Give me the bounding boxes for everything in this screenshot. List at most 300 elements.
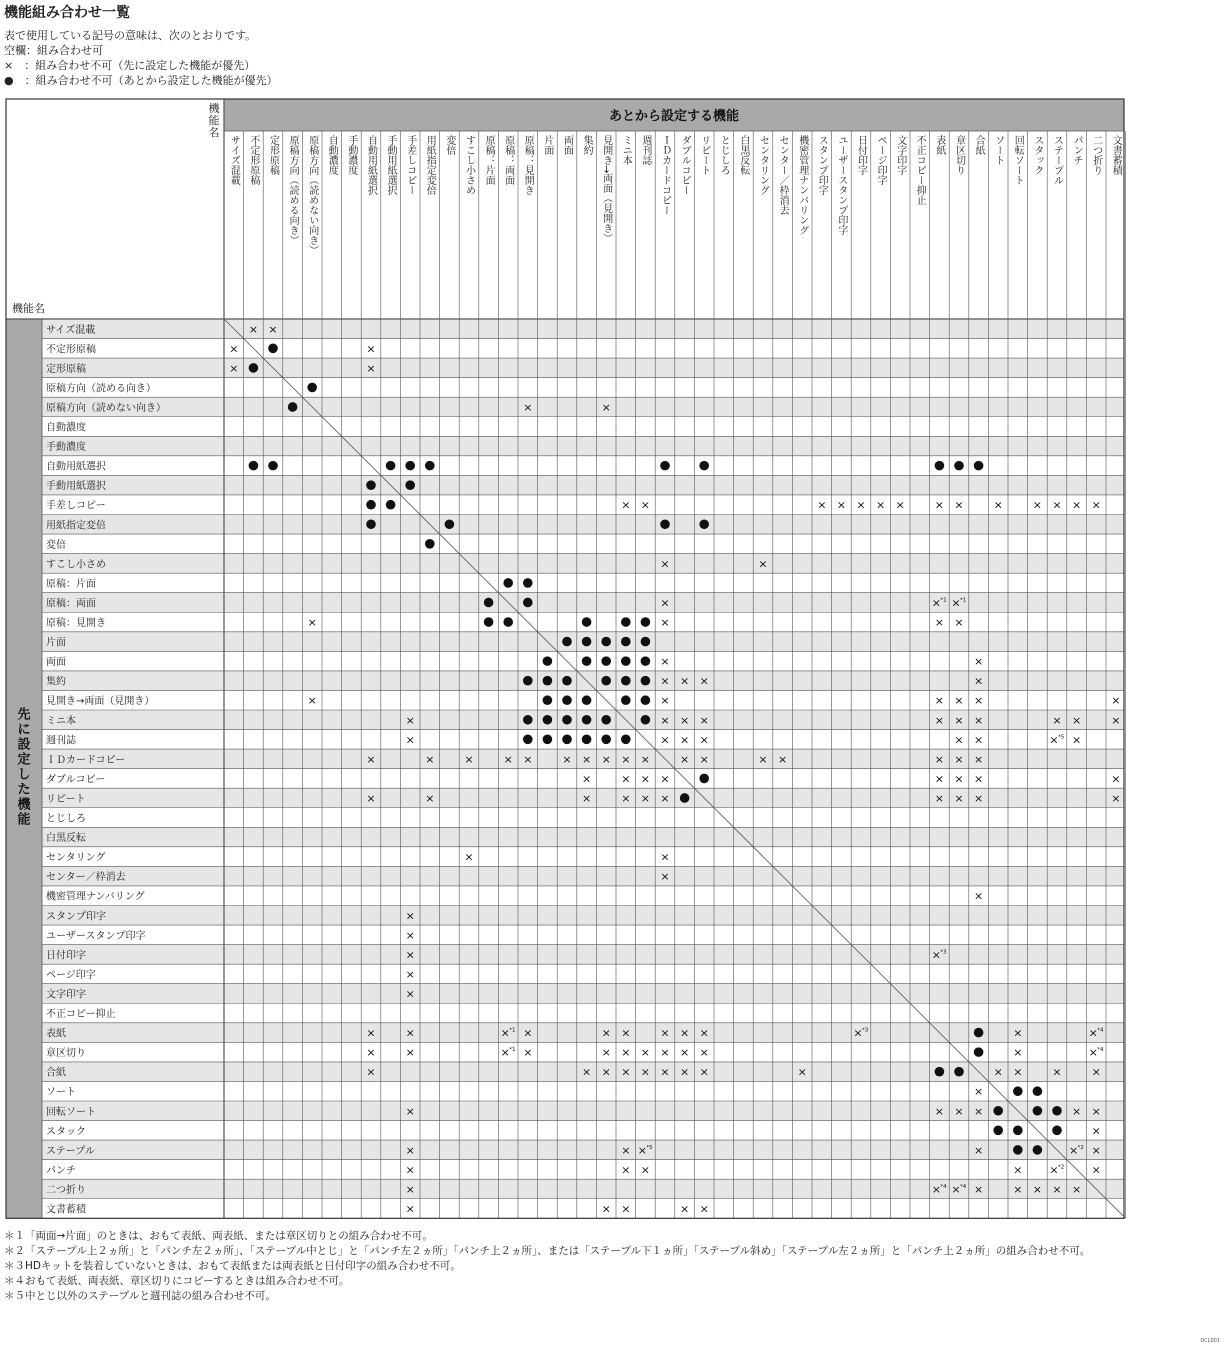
row-header: 定形原稿	[46, 363, 86, 375]
row-header: 回転ソート	[46, 1106, 96, 1118]
cell-cross: ×	[699, 674, 709, 688]
page-title: 機能組み合わせ一覧	[4, 5, 130, 21]
col-header: 片面	[541, 135, 553, 155]
cell-cross: ×	[934, 772, 945, 786]
cell-cross: ×	[954, 694, 964, 708]
col-header: ソート	[992, 135, 1004, 165]
cell-dot	[366, 519, 376, 529]
cell-cross: ×	[366, 361, 376, 375]
cell-cross: ×	[640, 772, 651, 786]
cell-cross: ×	[679, 733, 690, 747]
cell-cross: ×	[601, 400, 611, 414]
cell-cross: ×	[503, 752, 513, 766]
cell-cross: ×	[993, 498, 1003, 512]
row-header: スタック	[46, 1126, 86, 1138]
cell-note: *1	[509, 1027, 516, 1034]
cell-cross: ×	[679, 1202, 690, 1216]
cell-cross: ×	[954, 791, 964, 805]
cell-dot	[1033, 1106, 1043, 1116]
col-header: ダブルコピー	[679, 135, 691, 195]
cell-cross: ×	[366, 791, 376, 805]
cell-dot	[484, 617, 494, 627]
cell-cross: ×	[954, 616, 964, 630]
cell-cross: ×	[660, 596, 670, 610]
cell-cross: ×	[993, 1065, 1003, 1079]
cell-dot	[582, 656, 592, 666]
cell-cross: ×	[405, 733, 415, 747]
cell-cross: ×	[954, 772, 964, 786]
cell-cross: ×	[425, 752, 435, 766]
cell-dot	[954, 461, 964, 471]
footnote-5: ＊５中とじ以外のステープルと週刊誌の組み合わせ不可。	[4, 1290, 276, 1302]
row-stripe	[42, 827, 1124, 847]
cell-dot	[582, 695, 592, 705]
corner-label-top: 機能名	[208, 102, 220, 139]
col-header: 見開き→両面（見開き）	[600, 135, 612, 244]
col-header: 日付印字	[855, 135, 867, 175]
cell-cross: ×	[660, 557, 670, 571]
row-stripe	[42, 945, 1124, 965]
cell-cross: ×	[699, 1026, 709, 1040]
cell-cross: ×	[405, 1026, 415, 1040]
cell-dot	[562, 637, 572, 647]
cell-dot	[993, 1106, 1003, 1116]
cell-dot	[621, 617, 631, 627]
col-header: 白黒反転	[737, 135, 749, 175]
cell-cross: ×	[500, 1026, 510, 1040]
cell-cross: ×	[601, 1202, 611, 1216]
cell-cross: ×	[581, 772, 592, 786]
row-header: 日付印字	[46, 950, 86, 962]
cell-dot	[405, 480, 415, 490]
cell-cross: ×	[621, 1163, 631, 1177]
row-header: ＩＤカードコピー	[46, 754, 126, 766]
cell-note: *1	[509, 1047, 516, 1054]
cell-note: *5	[646, 1144, 653, 1151]
col-header: 自動用紙選択	[365, 135, 377, 195]
cell-cross: ×	[660, 1046, 670, 1060]
cell-cross: ×	[660, 655, 670, 669]
cell-cross: ×	[405, 1182, 415, 1196]
cell-dot	[641, 617, 651, 627]
cell-cross: ×	[1111, 772, 1121, 786]
cell-cross: ×	[366, 1026, 376, 1040]
row-stripe	[42, 984, 1124, 1004]
row-stripe	[42, 866, 1124, 886]
cell-cross: ×	[1091, 1065, 1101, 1079]
col-header: 自動濃度	[326, 135, 338, 175]
cell-dot	[523, 735, 533, 745]
cell-cross: ×	[853, 1026, 863, 1040]
cell-dot	[1013, 1126, 1023, 1136]
cell-cross: ×	[1013, 1046, 1023, 1060]
cell-dot	[503, 578, 513, 588]
cell-cross: ×	[679, 713, 690, 727]
row-stripe	[42, 319, 1124, 339]
cell-cross: ×	[660, 713, 670, 727]
cell-dot	[543, 695, 553, 705]
cell-cross: ×	[640, 752, 651, 766]
cell-dot	[641, 695, 651, 705]
cell-dot	[366, 480, 376, 490]
cell-cross: ×	[1013, 1026, 1023, 1040]
cell-cross: ×	[973, 655, 984, 669]
cell-cross: ×	[1091, 1104, 1101, 1118]
cell-cross: ×	[699, 733, 709, 747]
cell-cross: ×	[934, 1104, 945, 1118]
cell-cross: ×	[640, 1065, 651, 1079]
cell-cross: ×	[366, 1065, 376, 1079]
cell-cross: ×	[464, 752, 474, 766]
cell-dot	[974, 1028, 984, 1038]
cell-cross: ×	[366, 752, 376, 766]
cell-dot	[249, 461, 259, 471]
cell-cross: ×	[660, 733, 670, 747]
cell-dot	[405, 461, 415, 471]
cell-dot	[601, 735, 611, 745]
cell-dot	[366, 500, 376, 510]
cell-cross: ×	[621, 791, 631, 805]
row-header: 原稿方向（読める向き）	[46, 383, 156, 395]
cell-dot	[562, 715, 572, 725]
cell-dot	[699, 519, 709, 529]
cell-cross: ×	[934, 752, 945, 766]
cell-dot	[1033, 1086, 1043, 1096]
col-header: 不正コピー抑止	[914, 135, 926, 205]
cell-cross: ×	[931, 948, 942, 962]
cell-cross: ×	[621, 1143, 631, 1157]
cell-dot	[641, 637, 651, 647]
cell-cross: ×	[640, 498, 651, 512]
row-header: サイズ混載	[46, 324, 96, 336]
cell-cross: ×	[1111, 791, 1121, 805]
row-header: ページ印字	[46, 969, 96, 981]
col-header: 二つ折り	[1090, 135, 1102, 175]
cell-cross: ×	[931, 1182, 942, 1196]
row-stripe	[42, 1023, 1124, 1043]
cell-cross: ×	[621, 1026, 631, 1040]
cell-cross: ×	[1052, 1182, 1062, 1196]
col-header: 原稿：見開き	[522, 135, 534, 195]
cell-dot	[660, 461, 670, 471]
row-header: 集約	[46, 676, 66, 688]
legend-cross: × ：組み合わせ不可（先に設定した機能が優先）	[4, 59, 256, 72]
cell-cross: ×	[366, 342, 376, 356]
cell-dot	[582, 637, 592, 647]
cell-dot	[445, 519, 455, 529]
cell-dot	[621, 637, 631, 647]
cell-cross: ×	[973, 713, 984, 727]
cell-dot	[641, 715, 651, 725]
row-header: 手動用紙選択	[46, 481, 106, 493]
row-header: センタリング	[46, 852, 106, 864]
cell-cross: ×	[405, 1202, 415, 1216]
cell-cross: ×	[1091, 1163, 1101, 1177]
cell-cross: ×	[405, 967, 415, 981]
cell-dot	[249, 363, 259, 373]
cell-cross: ×	[934, 713, 945, 727]
cell-cross: ×	[934, 791, 945, 805]
cell-cross: ×	[229, 342, 239, 356]
cell-cross: ×	[425, 791, 435, 805]
col-header: 集約	[581, 135, 593, 155]
cell-cross: ×	[405, 1163, 415, 1177]
cell-cross: ×	[973, 1143, 984, 1157]
cell-cross: ×	[973, 1182, 984, 1196]
cell-note: *2	[1058, 1164, 1065, 1171]
cell-cross: ×	[954, 752, 964, 766]
cell-cross: ×	[601, 1065, 611, 1079]
cell-cross: ×	[1032, 498, 1043, 512]
col-header: サイズ混載	[228, 135, 240, 185]
cell-dot	[582, 715, 592, 725]
cell-cross: ×	[973, 752, 984, 766]
cell-dot	[1052, 1126, 1062, 1136]
cell-dot	[641, 656, 651, 666]
row-header: 二つ折り	[46, 1184, 86, 1196]
row-header: すこし小さめ	[46, 559, 106, 571]
row-header: 不定形原稿	[46, 344, 96, 356]
cell-dot	[601, 656, 611, 666]
cell-dot	[660, 519, 670, 529]
cell-cross: ×	[660, 616, 670, 630]
cell-dot	[562, 676, 572, 686]
row-header: 表紙	[46, 1028, 66, 1040]
cell-cross: ×	[973, 674, 984, 688]
cell-cross: ×	[660, 1065, 670, 1079]
col-header: ユーザースタンプ印字	[835, 135, 847, 235]
cell-note: *5	[1058, 734, 1065, 741]
col-header: 変倍	[443, 135, 455, 155]
cell-dot	[288, 402, 298, 412]
cell-cross: ×	[951, 596, 961, 610]
cell-dot	[523, 578, 533, 588]
footnotes	[4, 1229, 1090, 1304]
cell-cross: ×	[562, 752, 572, 766]
cell-cross: ×	[640, 791, 651, 805]
col-header: 文書蓄積	[1110, 135, 1122, 175]
cell-dot	[562, 735, 572, 745]
cell-cross: ×	[1088, 1026, 1098, 1040]
cell-cross: ×	[405, 713, 415, 727]
row-header: ユーザースタンプ印字	[46, 930, 146, 942]
row-stripe	[42, 358, 1124, 378]
col-header: スタック	[1031, 135, 1043, 175]
cell-dot	[1052, 1106, 1062, 1116]
cell-cross: ×	[405, 1143, 415, 1157]
row-stripe	[42, 475, 1124, 495]
row-header: 見開き→両面（見開き）	[46, 696, 155, 708]
cell-cross: ×	[1052, 1065, 1062, 1079]
cell-dot	[621, 735, 631, 745]
footnote-3: ＊３HDキットを装着していないときは、おもて表紙または両表紙と日付印字の組み合わせ不可。	[4, 1260, 461, 1272]
col-header: 原稿方向（読める向き）	[287, 135, 299, 245]
cell-cross: ×	[660, 791, 670, 805]
cell-cross: ×	[856, 498, 866, 512]
cell-cross: ×	[1111, 694, 1121, 708]
cell-cross: ×	[601, 752, 611, 766]
cell-cross: ×	[1071, 713, 1082, 727]
cell-dot	[621, 656, 631, 666]
cell-cross: ×	[1013, 1163, 1023, 1177]
cell-cross: ×	[931, 596, 942, 610]
cell-dot	[1013, 1145, 1023, 1155]
legend-dot: ● ：組み合わせ不可（あとから設定した機能が優先）	[4, 74, 278, 87]
cell-cross: ×	[229, 361, 239, 375]
row-header: 自動濃度	[46, 422, 86, 434]
col-header: とじしろ	[718, 135, 730, 175]
col-header: 回転ソート	[1012, 135, 1024, 185]
cell-cross: ×	[581, 791, 592, 805]
cell-cross: ×	[581, 752, 592, 766]
cell-cross: ×	[973, 889, 984, 903]
cell-cross: ×	[581, 1065, 592, 1079]
row-stripe	[42, 554, 1124, 574]
cell-cross: ×	[699, 1202, 709, 1216]
col-group-label: あとから設定する機能	[608, 109, 740, 124]
cell-cross: ×	[660, 674, 670, 688]
cell-cross: ×	[500, 1046, 510, 1060]
cell-note: *3	[940, 949, 947, 956]
cell-cross: ×	[1071, 733, 1082, 747]
col-header: 合紙	[973, 135, 985, 155]
cell-cross: ×	[973, 733, 984, 747]
cell-cross: ×	[1032, 1182, 1043, 1196]
cell-dot	[543, 656, 553, 666]
col-header: ページ印字	[875, 135, 887, 185]
cell-cross: ×	[405, 1104, 415, 1118]
cell-cross: ×	[660, 870, 670, 884]
cell-cross: ×	[601, 1046, 611, 1060]
cell-note: *4	[960, 1183, 967, 1190]
cell-cross: ×	[621, 1202, 631, 1216]
row-stripe	[42, 1140, 1124, 1160]
cell-dot	[680, 793, 690, 803]
cell-cross: ×	[1088, 1046, 1098, 1060]
cell-dot	[268, 461, 278, 471]
col-header: センタリング	[757, 135, 769, 195]
cell-cross: ×	[405, 987, 415, 1001]
row-header: ダブルコピー	[46, 774, 106, 786]
col-header: すこし小さめ	[463, 135, 475, 195]
cell-dot	[935, 1067, 945, 1077]
cell-note: *3	[862, 1027, 869, 1034]
row-header: 合紙	[46, 1067, 66, 1079]
cell-cross: ×	[660, 850, 670, 864]
cell-dot	[543, 676, 553, 686]
cell-dot	[641, 676, 651, 686]
row-stripe	[42, 906, 1124, 926]
row-header: 手動濃度	[46, 442, 86, 454]
row-header: 自動用紙選択	[46, 461, 106, 473]
cell-dot	[601, 676, 611, 686]
cell-cross: ×	[1049, 733, 1059, 747]
corner-label-bottom: 機能名	[12, 302, 45, 315]
col-header: 原稿：両面	[502, 135, 514, 185]
cell-cross: ×	[973, 791, 984, 805]
row-header: センター／枠消去	[46, 872, 126, 884]
cell-cross: ×	[934, 498, 945, 512]
col-header: 文字印字	[894, 135, 906, 175]
cell-dot	[621, 695, 631, 705]
col-header: 原稿方向（読めない向き）	[306, 135, 318, 255]
cell-cross: ×	[699, 713, 709, 727]
cell-cross: ×	[817, 498, 827, 512]
cell-cross: ×	[523, 1046, 533, 1060]
cell-dot	[523, 598, 533, 608]
cell-dot	[523, 676, 533, 686]
col-header: ＩＤカードコピー	[659, 135, 671, 215]
cell-dot	[543, 735, 553, 745]
col-header: ミニ本	[620, 135, 632, 165]
row-stripe	[42, 671, 1124, 691]
row-header: 白黒反転	[46, 833, 86, 845]
row-stripe	[42, 436, 1124, 456]
cell-cross: ×	[621, 1046, 631, 1060]
cell-cross: ×	[954, 498, 964, 512]
cell-cross: ×	[1091, 1143, 1101, 1157]
col-header: リピート	[698, 135, 710, 175]
cell-cross: ×	[973, 1085, 984, 1099]
cell-cross: ×	[758, 752, 768, 766]
cell-cross: ×	[973, 772, 984, 786]
cell-cross: ×	[601, 1026, 611, 1040]
cell-dot	[601, 637, 611, 647]
cell-cross: ×	[660, 694, 670, 708]
cell-cross: ×	[679, 674, 690, 688]
cell-cross: ×	[699, 1065, 709, 1079]
cell-cross: ×	[640, 1163, 651, 1177]
col-header: 手動濃度	[345, 135, 357, 175]
cell-cross: ×	[699, 752, 709, 766]
cell-cross: ×	[679, 752, 690, 766]
cell-cross: ×	[621, 752, 631, 766]
cell-dot	[268, 344, 278, 354]
col-header: 手差しコピー	[404, 135, 416, 195]
cell-dot	[699, 774, 709, 784]
cell-dot	[562, 695, 572, 705]
row-header: リピート	[46, 793, 86, 805]
cell-cross: ×	[679, 1026, 690, 1040]
col-header: スタンプ印字	[816, 135, 828, 195]
cell-dot	[974, 1047, 984, 1057]
cell-cross: ×	[951, 1182, 961, 1196]
cell-cross: ×	[1052, 498, 1062, 512]
cell-cross: ×	[954, 733, 964, 747]
col-header: 定形原稿	[267, 135, 279, 175]
cell-dot	[386, 500, 396, 510]
footnote-2: ＊２「ステープル上２ヵ所」と「パンチ左２ヵ所」、「ステープル中とじ」と「パンチ左２ヵ所」「パンチ上２ヵ所」、または「ステープル下１ヵ所」「ステープル斜め」「ステープル左２ヵ所」と「パンチ上２ヵ所」の組み合わせ不可。	[4, 1245, 1091, 1257]
col-header: 用紙指定変倍	[424, 135, 436, 195]
cell-cross: ×	[621, 1065, 631, 1079]
cell-cross: ×	[758, 557, 768, 571]
cell-dot	[935, 461, 945, 471]
footnote-1: ＊１「両面→片面」のときは、おもて表紙、両表紙、または章区切りとの組み合わせ不可。	[4, 1230, 433, 1242]
col-header: 手動用紙選択	[385, 135, 397, 195]
cell-cross: ×	[1091, 1124, 1101, 1138]
cell-cross: ×	[523, 1026, 533, 1040]
row-header: 原稿方向（読めない向き）	[46, 402, 166, 414]
cell-cross: ×	[464, 850, 474, 864]
figure-id: DCL001	[1200, 1338, 1220, 1344]
col-header: センター／枠消去	[777, 135, 789, 215]
row-header: パンチ	[46, 1165, 76, 1177]
cell-note: *2	[1077, 1144, 1084, 1151]
cell-dot	[601, 715, 611, 725]
cell-dot	[307, 383, 317, 393]
col-header: 原稿：片面	[483, 135, 495, 185]
row-header: スタンプ印字	[46, 911, 106, 923]
